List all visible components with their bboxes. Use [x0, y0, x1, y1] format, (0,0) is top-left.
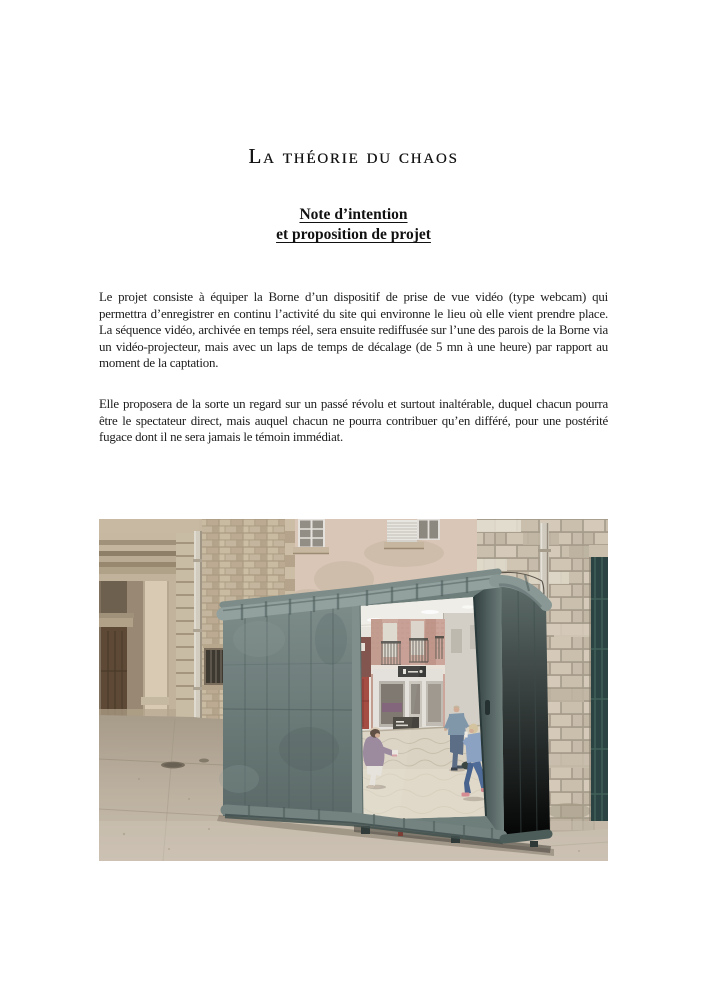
subtitle: [0, 205, 707, 245]
project-photo: [99, 519, 608, 861]
borne-street-illustration: [99, 519, 608, 861]
photo-color-grade: [99, 519, 608, 861]
page-title: La théorie du chaos: [248, 144, 459, 169]
body-text: [99, 289, 608, 470]
paragraph-2: Elle proposera de la sorte un regard sur un passé révolu et surtout inaltérable, duquel chacun pourra être le spectateur direct, mais auquel chacun ne pourra contribuer qu’en différé, pour une postérité fugace dont il ne sera jamais le témoin immédiat.: [99, 396, 608, 445]
subtitle-line-2: et proposition de projet: [276, 226, 431, 243]
subtitle-line-1: Note d’intention: [299, 206, 408, 223]
paragraph-1: Le projet consiste à équiper la Borne d’un dispositif de prise de vue vidéo (type webcam) qui permettra d’enregistrer en continu l’activité du site qui environne le lieu où elle vient prendre place. La séquence vidéo, archivée en temps réel, sera ensuite rediffusée sur l’une des parois de la Borne via un vidéo-projecteur, mais avec un laps de temps de décalage (de 5 mn à une heure) par rapport au moment de la captation.: [99, 290, 608, 371]
